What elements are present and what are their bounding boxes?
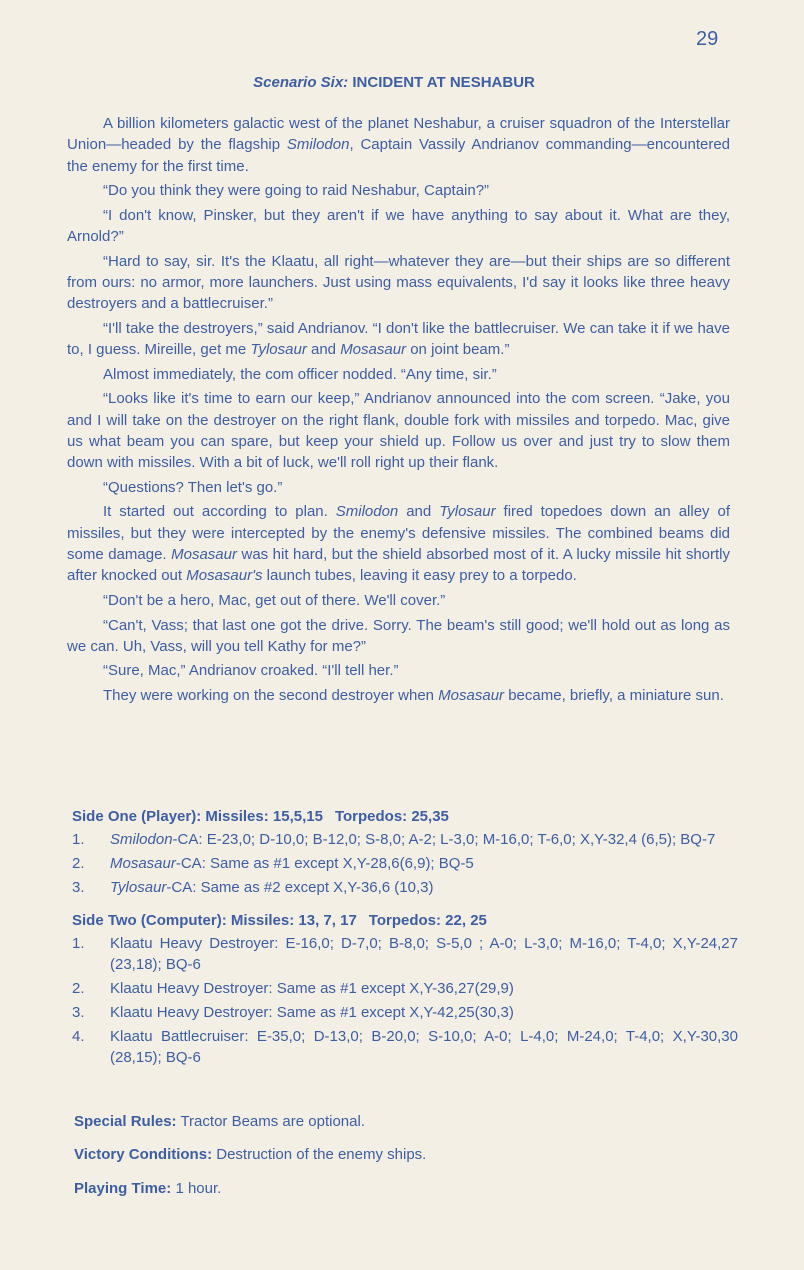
- victory-conditions-text: Destruction of the enemy ships.: [216, 1146, 427, 1163]
- order-of-battle: [72, 806, 738, 1071]
- story-text-run: Almost immediately, the com officer nodded. “Any time, sir.”: [103, 365, 497, 383]
- side-one-ship-list: [72, 829, 738, 898]
- ship-name: Mosasaur: [110, 855, 176, 872]
- side-two-ship-list: [72, 933, 738, 1068]
- ship-stats-text: -CA: E-23,0; D-10,0; B-12,0; S-8,0; A-2; L-3,0; M-16,0; T-6,0; X,Y-32,4 (6,5); BQ-7: [172, 831, 716, 848]
- story-paragraph: [67, 615, 730, 658]
- side-two-missiles: Side Two (Computer): Missiles: 13, 7, 17: [72, 912, 357, 929]
- story-paragraph: [67, 180, 730, 201]
- story-text-run: “I don't know, Pinsker, but they aren't if we have anything to say about it. What are they, Arnold?”: [67, 206, 730, 246]
- story-text-run: became, briefly, a miniature sun.: [504, 686, 724, 704]
- playing-time-label: Playing Time:: [74, 1180, 172, 1197]
- ship-stats-text: Klaatu Heavy Destroyer: Same as #1 except X,Y-36,27(29,9): [110, 980, 514, 997]
- ship-name: Smilodon: [110, 831, 173, 848]
- side-one-torpedos: Torpedos: 25,35: [334, 808, 449, 825]
- story-paragraph: [67, 251, 730, 315]
- ship-stats: [110, 978, 738, 999]
- story-text-run: A billion kilometers galactic west of the planet Neshabur, a cruiser squadron of the Interstellar Union—headed by the flagship: [67, 115, 730, 154]
- ship-number: 3.: [72, 879, 85, 896]
- ship-name: Tylosaur: [110, 879, 167, 896]
- ship-stats: [110, 1026, 738, 1068]
- ship-entry: [72, 853, 738, 874]
- story-text-run: It started out according to plan.: [103, 503, 336, 521]
- ship-name: Mosasaur: [171, 546, 237, 564]
- side-one-heading: [72, 806, 738, 827]
- scenario-title-name: INCIDENT AT NESHABUR: [352, 74, 535, 91]
- story-text-run: “Do you think they were going to raid Neshabur, Captain?”: [103, 182, 490, 200]
- ship-stats-text: -CA: Same as #2 except X,Y-36,6 (10,3): [166, 879, 434, 896]
- ship-stats: [110, 1002, 738, 1023]
- ship-entry: [72, 978, 738, 999]
- story-paragraph: [67, 364, 730, 385]
- ship-number: 1.: [72, 831, 85, 848]
- story-paragraph: [67, 685, 730, 706]
- ship-name: Smilodon: [335, 503, 399, 521]
- playing-time-text: 1 hour.: [175, 1180, 222, 1197]
- ship-entry: [72, 1002, 738, 1023]
- ship-entry: [72, 933, 738, 975]
- ship-number: 2.: [72, 855, 85, 872]
- ship-number: 3.: [72, 1004, 85, 1021]
- ship-stats-text: Klaatu Heavy Destroyer: Same as #1 except X,Y-42,25(30,3): [110, 1004, 514, 1021]
- scenario-title-lead: Scenario Six:: [253, 74, 349, 91]
- story-text-run: “Sure, Mac,” Andrianov croaked. “I'll tell her.”: [103, 662, 399, 680]
- story-text-run: and: [306, 341, 341, 359]
- side-two-heading: [72, 910, 738, 931]
- story-text-run: “Hard to say, sir. It's the Klaatu, all right—whatever they are—but their ships are so different from ours: no armor, more launchers. Just using mass equivalents, I'd say it looks like three heavy destroyers and a battlecruiser.”: [67, 252, 730, 313]
- ship-number: 1.: [72, 935, 85, 952]
- ship-entry: [72, 829, 738, 850]
- ship-stats: [110, 829, 738, 850]
- story-text-run: , Captain Vassily Andrianov commanding—encountered the enemy for the first time.: [67, 136, 731, 175]
- ship-name: Mosasaur's: [186, 567, 263, 585]
- story-text-run: “Looks like it's time to earn our keep,” Andrianov announced into the com screen. “Jake, you and I will take on the destroyer on the right flank, double fork with missiles and torpedo. Mac, give us what beam you can spare, but keep your shield up. Follow us over and just try to slow them down with missiles. With a bit of luck, we'll roll right up their flank.: [67, 390, 730, 472]
- story-text-run: “Can't, Vass; that last one got the drive. Sorry. The beam's still good; we'll hold out as long as we can. Uh, Vass, will you tell Kathy for me?”: [67, 616, 730, 655]
- story-text-run: launch tubes, leaving it easy prey to a torpedo.: [262, 567, 577, 585]
- ship-entry: [72, 1026, 738, 1068]
- story-text-run: “Don't be a hero, Mac, get out of there. We'll cover.”: [103, 591, 446, 609]
- story-paragraph: [67, 660, 730, 681]
- ship-number: 2.: [72, 980, 85, 997]
- ship-stats-text: -CA: Same as #1 except X,Y-28,6(6,9); BQ-5: [175, 855, 474, 872]
- ship-stats: [110, 877, 738, 898]
- scenario-title: [0, 74, 788, 91]
- victory-conditions-label: Victory Conditions:: [74, 1146, 213, 1163]
- ship-stats-text: Klaatu Battlecruiser: E-35,0; D-13,0; B-20,0; S-10,0; A-0; L-4,0; M-24,0; T-4,0; X,Y-30,30 (28,15); BQ-6: [110, 1028, 738, 1066]
- side-two-torpedos: Torpedos: 22, 25: [368, 912, 487, 929]
- ship-number: 4.: [72, 1028, 85, 1045]
- special-rules: [74, 1113, 365, 1130]
- story-text-run: on joint beam.”: [406, 341, 510, 359]
- story-paragraph: [67, 318, 730, 361]
- ship-name: Tylosaur: [250, 341, 307, 359]
- story-paragraph: [67, 388, 730, 473]
- story-text-run: They were working on the second destroyer when: [103, 686, 439, 704]
- page-number: 29: [696, 28, 719, 50]
- story-text: [67, 113, 730, 710]
- side-one-missiles: Side One (Player): Missiles: 15,5,15: [72, 808, 323, 825]
- story-text-run: “I'll take the destroyers,” said Andrianov. “I don't like the battlecruiser. We can take it if we have to, I guess. Mireille, get me: [67, 319, 730, 359]
- story-paragraph: [67, 205, 730, 248]
- victory-conditions: [74, 1146, 426, 1163]
- special-rules-text: Tractor Beams are optional.: [180, 1113, 365, 1130]
- ship-name: Tylosaur: [439, 503, 496, 521]
- special-rules-label: Special Rules:: [74, 1113, 177, 1130]
- story-paragraph: [67, 113, 730, 177]
- ship-stats: [110, 853, 738, 874]
- story-text-run: “Questions? Then let's go.”: [103, 478, 283, 496]
- ship-name: Mosasaur: [438, 686, 505, 704]
- playing-time: [74, 1180, 221, 1197]
- story-text-run: was hit hard, but the shield absorbed most of it. A lucky missile hit shortly after knocked out: [67, 546, 731, 585]
- story-paragraph: [67, 590, 730, 611]
- ship-stats-text: Klaatu Heavy Destroyer: E-16,0; D-7,0; B-8,0; S-5,0 ; A-0; L-3,0; M-16,0; T-4,0; X,Y-24,27 (23,18); BQ-6: [110, 935, 738, 973]
- story-paragraph: [67, 501, 730, 586]
- ship-name: Smilodon: [286, 136, 350, 154]
- ship-entry: [72, 877, 738, 898]
- story-paragraph: [67, 477, 730, 498]
- ship-stats: [110, 933, 738, 975]
- story-text-run: fired topedoes down an alley of missiles, but they were intercepted by the enemy's defensive missiles. The combined beams did some damage.: [67, 503, 731, 564]
- story-text-run: and: [398, 503, 440, 521]
- ship-name: Mosasaur: [340, 341, 407, 359]
